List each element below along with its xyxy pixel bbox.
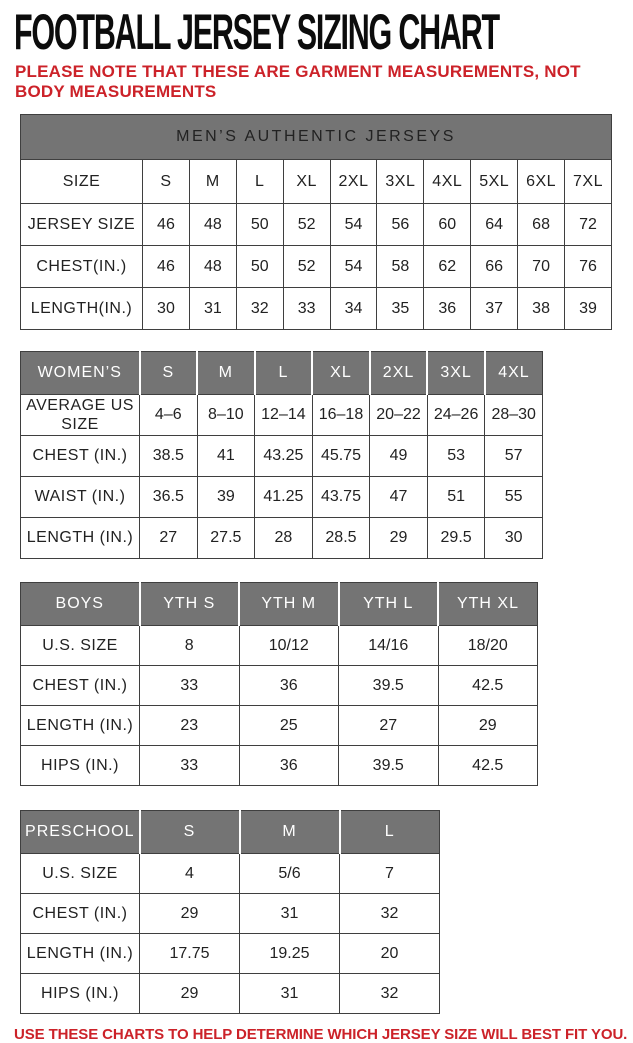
mens-authentic-jerseys-value-cell: 31 — [189, 288, 236, 330]
mens-authentic-jerseys-value-cell: 37 — [471, 288, 518, 330]
preschool-sizing-value-cell: 31 — [240, 894, 340, 934]
mens-authentic-jerseys-value-cell: 70 — [518, 246, 565, 288]
boys-sizing-value-cell: 42.5 — [438, 666, 538, 706]
mens-authentic-jerseys-table-row — [21, 288, 612, 330]
preschool-sizing-row-label: CHEST (IN.) — [21, 894, 140, 934]
mens-authentic-jerseys-value-cell: 52 — [283, 204, 330, 246]
boys-sizing-row-label: LENGTH (IN.) — [21, 706, 140, 746]
garment-measurement-note: PLEASE NOTE THAT THESE ARE GARMENT MEASUREMENTS, NOT BODY MEASUREMENTS — [15, 62, 581, 101]
boys-sizing-value-cell: 10/12 — [239, 626, 339, 666]
preschool-sizing-column-header: S — [140, 811, 240, 854]
boys-sizing-value-cell: 25 — [239, 706, 339, 746]
womens-sizing-value-cell: 49 — [370, 436, 428, 477]
womens-sizing-value-cell: 28.5 — [312, 518, 370, 559]
mens-authentic-jerseys-value-cell: 62 — [424, 246, 471, 288]
womens-sizing-value-cell: 12–14 — [255, 395, 313, 436]
mens-authentic-jerseys-column-header: 2XL — [330, 160, 377, 204]
mens-authentic-jerseys-value-cell: 32 — [236, 288, 283, 330]
boys-sizing-value-cell: 36 — [239, 666, 339, 706]
preschool-sizing-value-cell: 19.25 — [240, 934, 340, 974]
womens-sizing-value-cell: 43.75 — [312, 477, 370, 518]
boys-sizing-row-label: U.S. SIZE — [21, 626, 140, 666]
womens-sizing-table — [20, 351, 543, 559]
womens-sizing-row-label: WAIST (IN.) — [21, 477, 140, 518]
womens-sizing-value-cell: 57 — [485, 436, 543, 477]
mens-authentic-jerseys-value-cell: 35 — [377, 288, 424, 330]
womens-sizing-value-cell: 27.5 — [197, 518, 255, 559]
womens-sizing-value-cell: 36.5 — [140, 477, 198, 518]
mens-authentic-jerseys-value-cell: 66 — [471, 246, 518, 288]
womens-sizing-value-cell: 8–10 — [197, 395, 255, 436]
womens-sizing-header-row — [21, 352, 543, 395]
mens-authentic-jerseys-table-row — [21, 246, 612, 288]
womens-sizing-value-cell: 16–18 — [312, 395, 370, 436]
mens-authentic-jerseys-table — [20, 114, 612, 330]
preschool-sizing-column-header: L — [340, 811, 440, 854]
mens-authentic-jerseys-column-header: SIZE — [21, 160, 143, 204]
boys-sizing-table-row — [21, 746, 538, 786]
mens-authentic-jerseys-value-cell: 58 — [377, 246, 424, 288]
mens-authentic-jerseys-column-header: S — [143, 160, 190, 204]
boys-sizing-table-row — [21, 626, 538, 666]
boys-sizing-value-cell: 29 — [438, 706, 538, 746]
boys-sizing-row-label: HIPS (IN.) — [21, 746, 140, 786]
mens-authentic-jerseys-value-cell: 52 — [283, 246, 330, 288]
preschool-sizing-table — [20, 810, 440, 1014]
mens-authentic-jerseys-value-cell: 34 — [330, 288, 377, 330]
womens-sizing-value-cell: 39 — [197, 477, 255, 518]
mens-authentic-jerseys-value-cell: 48 — [189, 246, 236, 288]
preschool-sizing-table-row — [21, 894, 440, 934]
womens-sizing-column-header: 2XL — [370, 352, 428, 395]
womens-sizing-table-row — [21, 436, 543, 477]
womens-sizing-row-label: AVERAGE US SIZE — [21, 395, 140, 436]
mens-authentic-jerseys-column-header: XL — [283, 160, 330, 204]
womens-sizing-value-cell: 43.25 — [255, 436, 313, 477]
womens-sizing-column-header: 3XL — [427, 352, 485, 395]
preschool-sizing-value-cell: 32 — [340, 894, 440, 934]
womens-sizing-value-cell: 4–6 — [140, 395, 198, 436]
boys-sizing-table-row — [21, 706, 538, 746]
preschool-sizing-table-row — [21, 934, 440, 974]
mens-authentic-jerseys-value-cell: 38 — [518, 288, 565, 330]
womens-sizing-value-cell: 45.75 — [312, 436, 370, 477]
womens-sizing-value-cell: 27 — [140, 518, 198, 559]
womens-sizing-value-cell: 28 — [255, 518, 313, 559]
womens-sizing-value-cell: 24–26 — [427, 395, 485, 436]
preschool-sizing-value-cell: 32 — [340, 974, 440, 1014]
preschool-sizing-value-cell: 29 — [140, 974, 240, 1014]
preschool-sizing-column-header: PRESCHOOL — [21, 811, 140, 854]
womens-sizing-value-cell: 29 — [370, 518, 428, 559]
mens-authentic-jerseys-value-cell: 68 — [518, 204, 565, 246]
boys-sizing-value-cell: 8 — [140, 626, 240, 666]
womens-sizing-column-header: S — [140, 352, 198, 395]
womens-sizing-value-cell: 55 — [485, 477, 543, 518]
mens-authentic-jerseys-header-row — [21, 160, 612, 204]
preschool-sizing-row-label: LENGTH (IN.) — [21, 934, 140, 974]
mens-authentic-jerseys-value-cell: 56 — [377, 204, 424, 246]
mens-authentic-jerseys-value-cell: 33 — [283, 288, 330, 330]
preschool-sizing-table-row — [21, 974, 440, 1014]
boys-sizing-value-cell: 39.5 — [339, 666, 439, 706]
womens-sizing-value-cell: 51 — [427, 477, 485, 518]
boys-sizing-column-header: YTH L — [339, 583, 439, 626]
preschool-sizing-value-cell: 17.75 — [140, 934, 240, 974]
mens-authentic-jerseys-row-label: JERSEY SIZE — [21, 204, 143, 246]
womens-sizing-row-label: CHEST (IN.) — [21, 436, 140, 477]
boys-sizing-value-cell: 39.5 — [339, 746, 439, 786]
boys-sizing-table-row — [21, 666, 538, 706]
womens-sizing-value-cell: 41 — [197, 436, 255, 477]
preschool-sizing-column-header: M — [240, 811, 340, 854]
womens-sizing-value-cell: 41.25 — [255, 477, 313, 518]
mens-authentic-jerseys-value-cell: 60 — [424, 204, 471, 246]
mens-authentic-jerseys-column-header: L — [236, 160, 283, 204]
mens-authentic-jerseys-value-cell: 50 — [236, 204, 283, 246]
preschool-sizing-row-label: U.S. SIZE — [21, 854, 140, 894]
womens-sizing-column-header: 4XL — [485, 352, 543, 395]
mens-authentic-jerseys-value-cell: 50 — [236, 246, 283, 288]
preschool-sizing-value-cell: 20 — [340, 934, 440, 974]
mens-authentic-jerseys-value-cell: 54 — [330, 246, 377, 288]
page-title: FOOTBALL JERSEY SIZING CHART — [14, 4, 499, 60]
womens-sizing-column-header: WOMEN’S — [21, 352, 140, 395]
fit-guidance-note: USE THESE CHARTS TO HELP DETERMINE WHICH JERSEY SIZE WILL BEST FIT YOU. — [14, 1026, 628, 1043]
mens-authentic-jerseys-title-band: MEN’S AUTHENTIC JERSEYS — [21, 115, 612, 160]
mens-authentic-jerseys-row-label: CHEST(IN.) — [21, 246, 143, 288]
mens-authentic-jerseys-column-header: 7XL — [565, 160, 612, 204]
womens-sizing-value-cell: 38.5 — [140, 436, 198, 477]
womens-sizing-column-header: M — [197, 352, 255, 395]
womens-sizing-column-header: XL — [312, 352, 370, 395]
boys-sizing-row-label: CHEST (IN.) — [21, 666, 140, 706]
mens-authentic-jerseys-value-cell: 30 — [143, 288, 190, 330]
mens-authentic-jerseys-value-cell: 54 — [330, 204, 377, 246]
womens-sizing-column-header: L — [255, 352, 313, 395]
mens-authentic-jerseys-value-cell: 36 — [424, 288, 471, 330]
mens-authentic-jerseys-column-header: 6XL — [518, 160, 565, 204]
boys-sizing-value-cell: 33 — [140, 666, 240, 706]
mens-authentic-jerseys-column-header: M — [189, 160, 236, 204]
mens-authentic-jerseys-column-header: 4XL — [424, 160, 471, 204]
womens-sizing-row-label: LENGTH (IN.) — [21, 518, 140, 559]
mens-authentic-jerseys-table-row — [21, 204, 612, 246]
mens-authentic-jerseys-column-header: 3XL — [377, 160, 424, 204]
womens-sizing-table-row — [21, 518, 543, 559]
boys-sizing-column-header: YTH XL — [438, 583, 538, 626]
boys-sizing-value-cell: 23 — [140, 706, 240, 746]
boys-sizing-column-header: BOYS — [21, 583, 140, 626]
womens-sizing-table-row — [21, 395, 543, 436]
preschool-sizing-row-label: HIPS (IN.) — [21, 974, 140, 1014]
mens-authentic-jerseys-value-cell: 46 — [143, 246, 190, 288]
boys-sizing-value-cell: 27 — [339, 706, 439, 746]
boys-sizing-value-cell: 36 — [239, 746, 339, 786]
womens-sizing-value-cell: 28–30 — [485, 395, 543, 436]
womens-sizing-value-cell: 47 — [370, 477, 428, 518]
boys-sizing-value-cell: 42.5 — [438, 746, 538, 786]
womens-sizing-value-cell: 20–22 — [370, 395, 428, 436]
preschool-sizing-value-cell: 4 — [140, 854, 240, 894]
boys-sizing-column-header: YTH M — [239, 583, 339, 626]
womens-sizing-value-cell: 29.5 — [427, 518, 485, 559]
boys-sizing-value-cell: 18/20 — [438, 626, 538, 666]
boys-sizing-value-cell: 14/16 — [339, 626, 439, 666]
preschool-sizing-value-cell: 29 — [140, 894, 240, 934]
mens-authentic-jerseys-value-cell: 39 — [565, 288, 612, 330]
preschool-sizing-table-row — [21, 854, 440, 894]
boys-sizing-column-header: YTH S — [140, 583, 240, 626]
preschool-sizing-value-cell: 31 — [240, 974, 340, 1014]
preschool-sizing-value-cell: 5/6 — [240, 854, 340, 894]
mens-authentic-jerseys-row-label: LENGTH(IN.) — [21, 288, 143, 330]
mens-authentic-jerseys-value-cell: 64 — [471, 204, 518, 246]
mens-authentic-jerseys-value-cell: 48 — [189, 204, 236, 246]
preschool-sizing-value-cell: 7 — [340, 854, 440, 894]
mens-authentic-jerseys-column-header: 5XL — [471, 160, 518, 204]
boys-sizing-header-row — [21, 583, 538, 626]
mens-authentic-jerseys-value-cell: 46 — [143, 204, 190, 246]
boys-sizing-value-cell: 33 — [140, 746, 240, 786]
womens-sizing-value-cell: 30 — [485, 518, 543, 559]
mens-authentic-jerseys-value-cell: 76 — [565, 246, 612, 288]
womens-sizing-value-cell: 53 — [427, 436, 485, 477]
preschool-sizing-header-row — [21, 811, 440, 854]
boys-sizing-table — [20, 582, 538, 786]
womens-sizing-table-row — [21, 477, 543, 518]
mens-authentic-jerseys-value-cell: 72 — [565, 204, 612, 246]
sizing-chart-page — [0, 4, 633, 1043]
